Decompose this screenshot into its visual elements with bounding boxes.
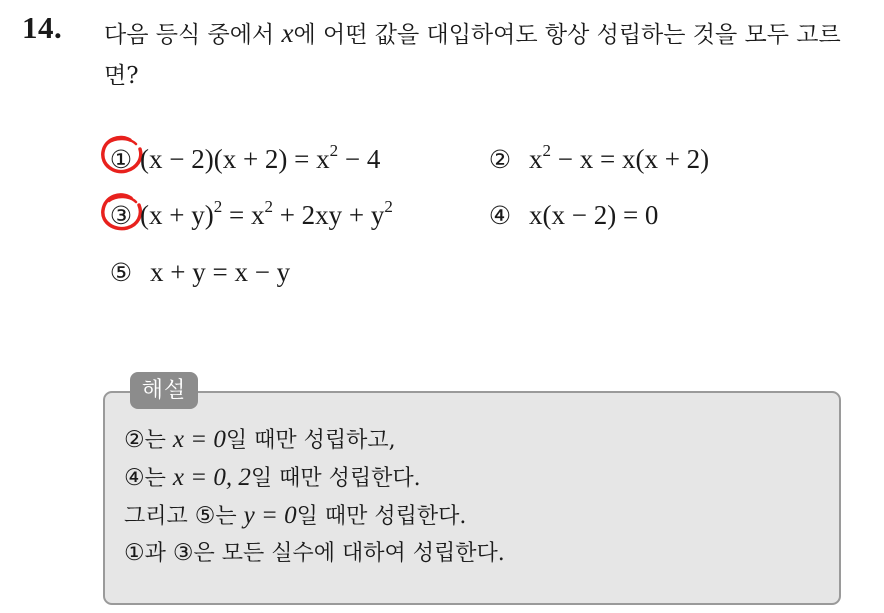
choice-3[interactable]	[108, 195, 393, 235]
choice-5[interactable]	[108, 252, 290, 292]
choice-expression: $(x - 2)(x + 2) = x^2 - 4$	[140, 140, 381, 174]
choice-number: ②	[488, 144, 512, 174]
choice-2[interactable]	[487, 139, 709, 179]
choice-expression: x + y = x − y	[150, 256, 291, 287]
choice-1[interactable]	[108, 139, 380, 179]
question-text-after: 에 어떤 값을 대입하여도 항상 성립하는 것을 모두 고르면?	[104, 22, 841, 89]
choice-expression: x(x − 2) = 0	[529, 199, 659, 230]
solution-line: ④는 x = 0, 2일 때만 성립한다.	[124, 464, 421, 491]
choice-expression: $(x + y)^2 = x^2 + 2xy + y^2$	[140, 196, 393, 230]
question-number: 14.	[22, 10, 63, 45]
question-text	[104, 13, 874, 97]
choice-4[interactable]	[487, 195, 658, 235]
solution-line: ②는 x = 0일 때만 성립하고,	[124, 426, 396, 453]
solution-text	[124, 421, 505, 572]
choice-number: ①	[109, 144, 133, 174]
choice-number: ⑤	[109, 257, 133, 287]
question-text-before: 다음 등식 중에서	[104, 22, 282, 48]
solution-line: 그리고 ⑤는 y = 0일 때만 성립한다.	[124, 502, 467, 529]
choice-number: ④	[488, 200, 512, 230]
solution-tab: 해설	[130, 372, 198, 409]
solution-line: ①과 ③은 모든 실수에 대하여 성립한다.	[124, 540, 505, 566]
choice-number: ③	[109, 200, 133, 230]
choice-expression: $x^2 - x = x(x + 2)$	[529, 140, 710, 174]
question-variable: x	[281, 18, 294, 48]
